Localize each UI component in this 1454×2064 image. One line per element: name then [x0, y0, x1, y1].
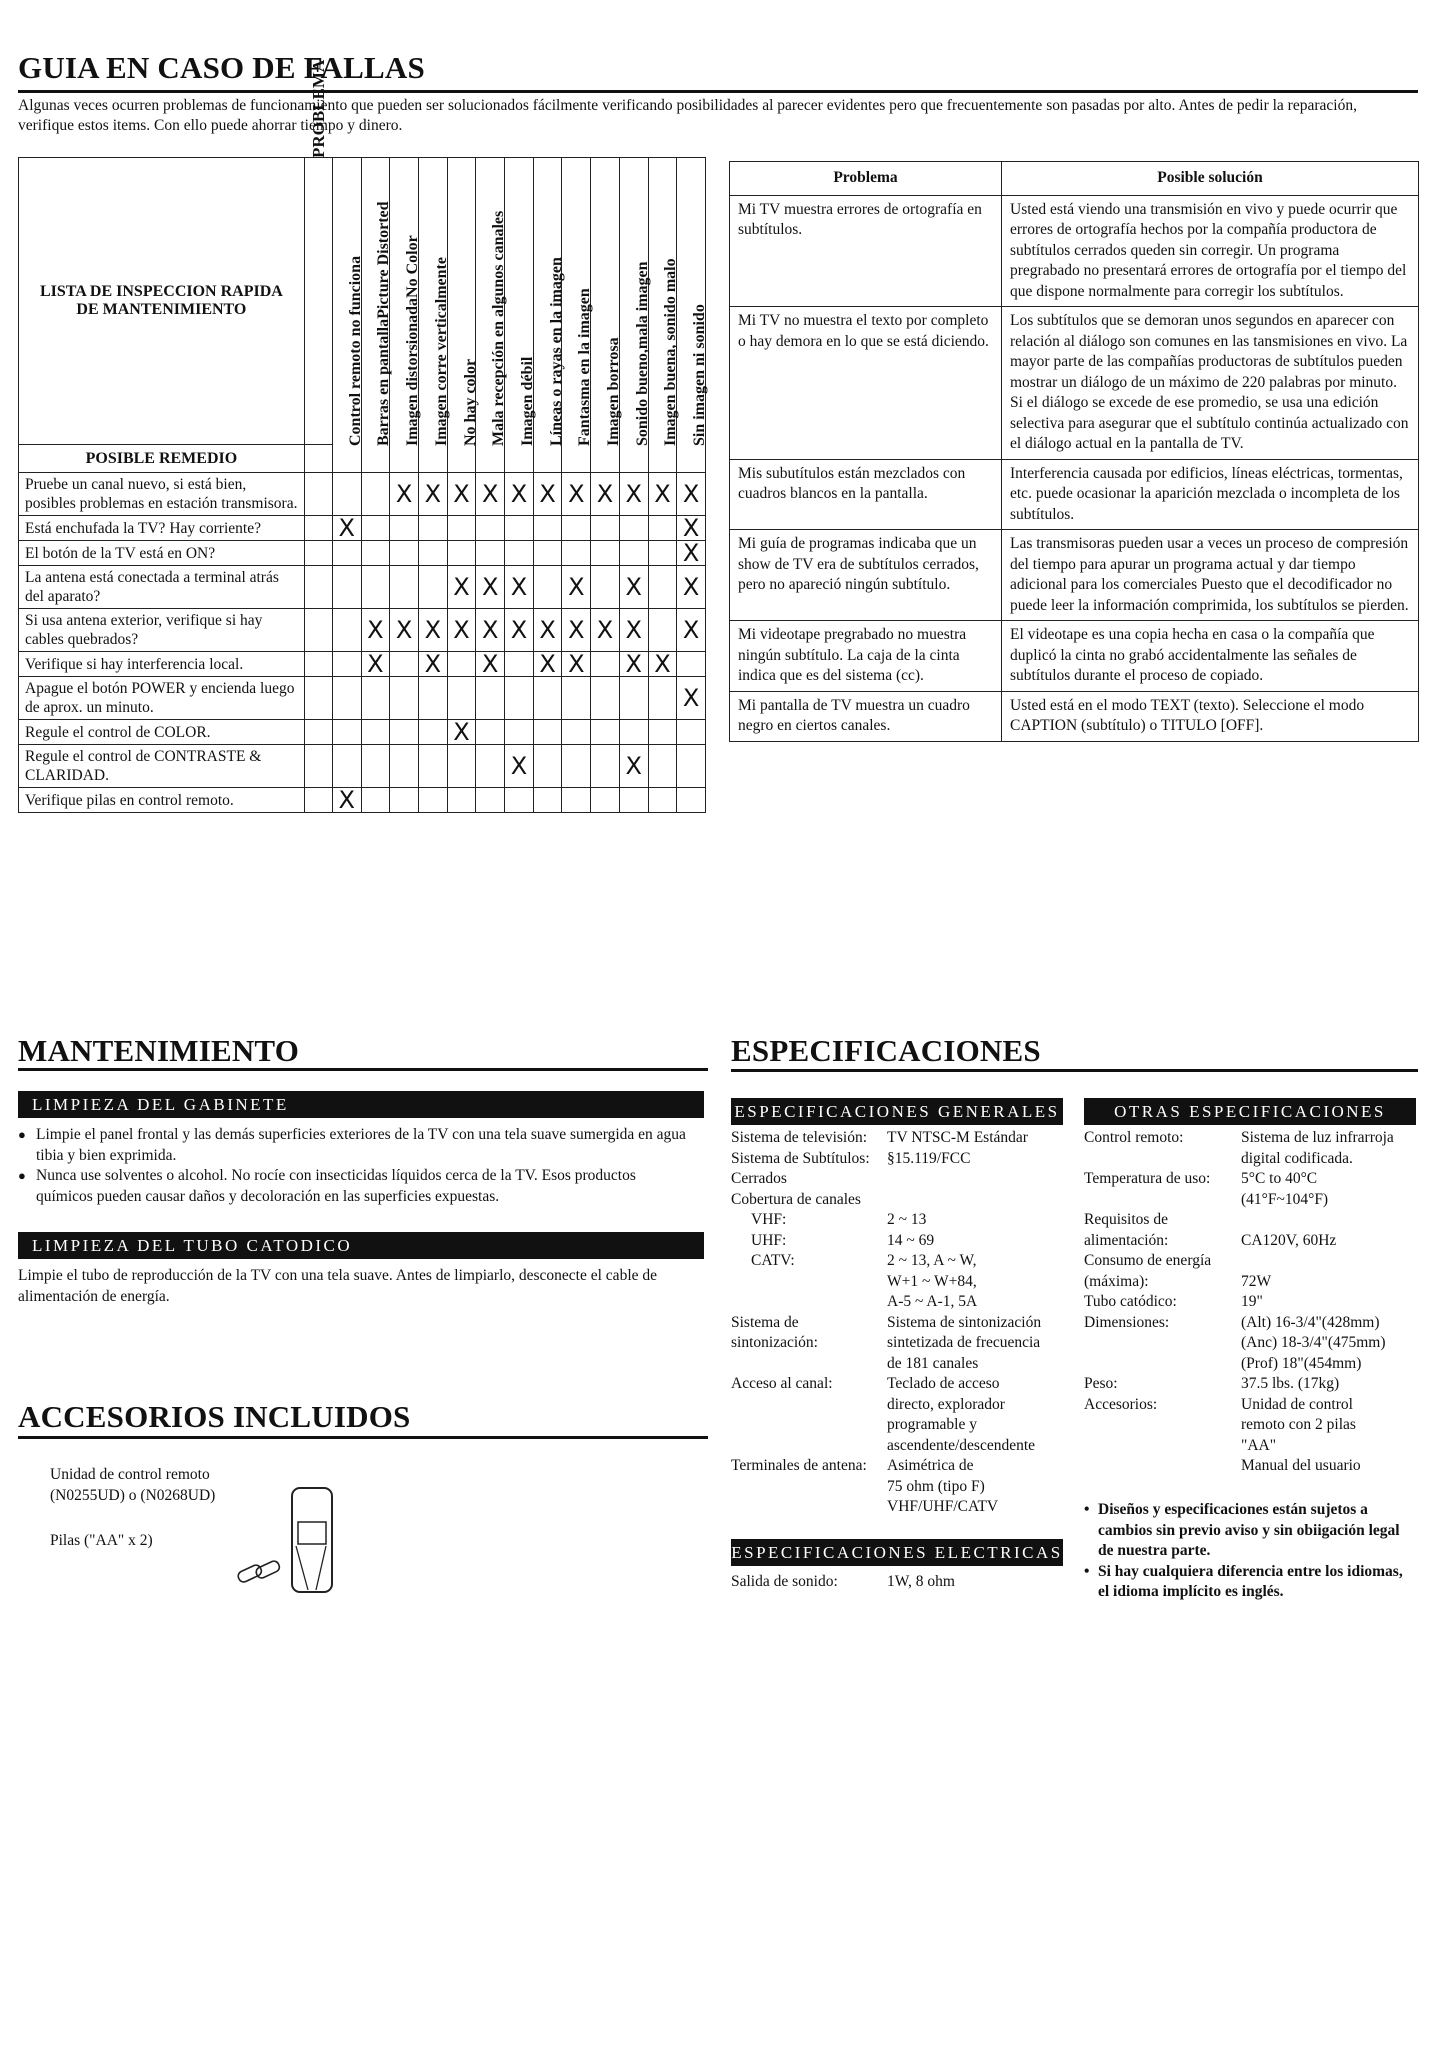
empty-cell	[361, 720, 390, 745]
empty-cell	[390, 566, 419, 609]
tube-text: Limpie el tubo de reproducción de la TV con una tela suave. Antes de limpiarlo, desconecte el cable de alimentación de energía.	[18, 1267, 658, 1305]
accessories-rule	[18, 1436, 708, 1439]
check-mark: X	[677, 541, 706, 566]
check-mark: X	[562, 473, 591, 516]
check-mark: X	[390, 473, 419, 516]
spec-label: Terminales de antena:	[731, 1457, 867, 1474]
spec-label: Dimensiones:	[1084, 1313, 1170, 1331]
problem-column-label: Sonido bueno,mala imagen	[633, 261, 651, 446]
spec-label: Peso:	[1084, 1375, 1118, 1392]
empty-cell	[533, 720, 562, 745]
empty-cell	[591, 541, 620, 566]
empty-cell	[418, 677, 447, 720]
spec-value: 1W, 8 ohm	[887, 1573, 955, 1590]
check-mark: X	[619, 652, 648, 677]
checklist-row	[19, 745, 706, 788]
problem-text: Mis subutítulos están mezclados con cuadros blancos en la pantalla.	[730, 459, 1002, 530]
check-mark: X	[418, 609, 447, 652]
empty-cell	[390, 652, 419, 677]
spec-row	[1084, 1169, 1418, 1210]
remedy-text: Pruebe un canal nuevo, si está bien, posibles problemas en estación transmisora.	[19, 473, 305, 516]
check-mark: X	[648, 473, 677, 516]
spec-value: 19"	[1241, 1293, 1263, 1310]
spec-value: Sistema de sintonización sintetizada de frecuencia de 181 canales	[887, 1313, 1042, 1372]
problem-column-label: Imagen buena, sonido malo	[662, 258, 680, 446]
problem-row	[730, 691, 1419, 741]
empty-cell	[361, 677, 390, 720]
spec-label: Sistema de televisión:	[731, 1129, 868, 1146]
empty-cell	[533, 541, 562, 566]
troubleshooting-title: GUIA EN CASO DE FALLAS	[18, 50, 425, 85]
check-mark: X	[677, 473, 706, 516]
empty-cell	[648, 720, 677, 745]
captions-problem-table	[729, 161, 1419, 742]
empty-cell	[418, 745, 447, 788]
empty-cell	[505, 788, 534, 813]
spec-row	[1084, 1210, 1418, 1251]
spec-value: 2 ~ 13, A ~ W, W+1 ~ W+84, A-5 ~ A-1, 5A	[887, 1252, 978, 1310]
check-mark: X	[533, 652, 562, 677]
troubleshooting-intro: Algunas veces ocurren problemas de funcionamiento que pueden ser solucionados fácilmente verificando posibilidades al parecer evidentes pero que frecuentemente son pasadas por alto. Antes de pedir la reparación, verifique estos items. Con ello puede ahorrar tiempo y dinero.	[18, 97, 1357, 134]
problem-column-header	[418, 158, 450, 473]
empty-cell	[648, 609, 677, 652]
spec-value: 72W	[1241, 1272, 1272, 1290]
empty-cell	[619, 720, 648, 745]
empty-cell	[591, 745, 620, 788]
cabinet-text	[18, 1125, 688, 1207]
problem-text: Mi TV no muestra el texto por completo o hay demora en lo que se está diciendo.	[730, 307, 1002, 460]
spec-label: Cerrados	[731, 1170, 787, 1187]
check-mark: X	[677, 609, 706, 652]
empty-cell	[361, 541, 390, 566]
empty-cell	[361, 745, 390, 788]
checklist-row	[19, 516, 706, 541]
problem-column-label: Imagen distorsionadaNo Color	[404, 235, 422, 446]
spec-value: Unidad de control remoto con 2 pilas "AA" Manual del usuario	[1241, 1395, 1361, 1474]
remedy-label-spacer	[304, 445, 332, 473]
empty-cell	[390, 788, 419, 813]
spec-row	[731, 1251, 1091, 1313]
empty-cell	[332, 609, 361, 652]
empty-cell	[418, 566, 447, 609]
empty-cell	[505, 541, 534, 566]
accessory-remote	[50, 1465, 215, 1506]
spec-row	[1084, 1251, 1418, 1292]
spec-row	[731, 1210, 1091, 1231]
spec-row	[731, 1456, 1091, 1518]
problem-row	[730, 621, 1419, 692]
checklist-row	[19, 566, 706, 609]
problem-column-header	[361, 158, 393, 473]
check-mark: X	[533, 609, 562, 652]
check-mark: X	[361, 609, 390, 652]
check-mark: X	[562, 609, 591, 652]
accessory-remote-label: Unidad de control remoto	[50, 1466, 210, 1483]
empty-cell	[591, 516, 620, 541]
problem-label-cell	[304, 59, 332, 445]
check-mark: X	[418, 652, 447, 677]
empty-cell	[361, 566, 390, 609]
check-mark: X	[361, 652, 390, 677]
empty-cell	[361, 473, 390, 516]
empty-cell	[562, 720, 591, 745]
remedy-text: Si usa antena exterior, verifique si hay cables quebrados?	[19, 609, 305, 652]
empty-cell	[332, 677, 361, 720]
check-mark: X	[591, 609, 620, 652]
problem-column-label: Imagen débil	[518, 356, 536, 446]
empty-cell	[619, 677, 648, 720]
check-mark: X	[505, 609, 534, 652]
spec-row	[731, 1572, 1091, 1593]
spec-row	[731, 1169, 1091, 1190]
spec-value: Teclado de acceso directo, explorador programable y ascendente/descendente	[887, 1375, 1036, 1454]
empty-cell	[562, 516, 591, 541]
spec-note-2: • Si hay cualquiera diferencia entre los idiomas, el idioma implícito es inglés.	[1084, 1562, 1416, 1603]
problem-column-header	[562, 158, 594, 473]
checklist-row	[19, 541, 706, 566]
spec-value: 2 ~ 13	[887, 1211, 927, 1228]
empty-cell	[648, 541, 677, 566]
spec-label: CATV:	[751, 1252, 795, 1269]
check-mark: X	[619, 609, 648, 652]
check-mark: X	[677, 566, 706, 609]
spec-value: §15.119/FCC	[887, 1149, 971, 1167]
check-mark: X	[418, 473, 447, 516]
empty-cell	[476, 541, 505, 566]
problem-column-label: Líneas o rayas en la imagen	[547, 257, 565, 446]
check-mark: X	[562, 566, 591, 609]
spec-row	[731, 1231, 1091, 1252]
remedy-spacer	[304, 609, 332, 652]
spec-label: Tubo catódico:	[1084, 1293, 1177, 1310]
remedy-text: La antena está conectada a terminal atrás del aparato?	[19, 566, 305, 609]
problem-column-header	[505, 158, 534, 473]
empty-cell	[447, 745, 476, 788]
empty-cell	[591, 788, 620, 813]
empty-cell	[476, 677, 505, 720]
problem-label: PROBLEMA	[309, 59, 329, 158]
spec-label: Acceso al canal:	[731, 1375, 833, 1392]
empty-cell	[447, 677, 476, 720]
accessories-title: ACCESORIOS INCLUIDOS	[18, 1399, 411, 1434]
empty-cell	[648, 788, 677, 813]
spec-row	[1084, 1128, 1418, 1169]
check-mark: X	[390, 609, 419, 652]
checklist-row	[19, 788, 706, 813]
empty-cell	[332, 652, 361, 677]
checklist-row	[19, 720, 706, 745]
solution-text: Las transmisoras pueden usar a veces un proceso de compresión del tiempo para apurar un programa actual y dar tiempo adicional para los comerciales Puesto que el decodificador no puede leer la información comprimida, los subtítulos se pierden.	[1002, 530, 1419, 621]
remedy-spacer	[304, 541, 332, 566]
problem-text: Mi videotape pregrabado no muestra ningún subtítulo. La caja de la cinta indica que es del sistema (cc).	[730, 621, 1002, 692]
check-mark: X	[505, 745, 534, 788]
empty-cell	[505, 516, 534, 541]
remedy-text: Regule el control de COLOR.	[19, 720, 305, 745]
problem-text: Mi TV muestra errores de ortografía en subtítulos.	[730, 195, 1002, 307]
empty-cell	[447, 516, 476, 541]
empty-cell	[562, 788, 591, 813]
problem-column-header	[533, 158, 565, 473]
check-mark: X	[505, 473, 534, 516]
problem-column-header	[390, 158, 422, 473]
remedy-spacer	[304, 652, 332, 677]
title-rule	[18, 90, 1418, 93]
check-mark: X	[677, 516, 706, 541]
specs-title: ESPECIFICACIONES	[731, 1033, 1041, 1068]
remedy-spacer	[304, 745, 332, 788]
solution-header: Posible solución	[1002, 162, 1419, 196]
spec-label: Requisitos de alimentación:	[1084, 1211, 1169, 1249]
check-mark: X	[476, 652, 505, 677]
problem-column-label: Control remoto no funciona	[346, 255, 364, 446]
empty-cell	[332, 566, 361, 609]
empty-cell	[418, 541, 447, 566]
spec-value: 14 ~ 69	[887, 1231, 935, 1249]
empty-cell	[648, 516, 677, 541]
check-mark: X	[619, 473, 648, 516]
spec-row	[731, 1190, 1091, 1211]
check-mark: X	[677, 677, 706, 720]
empty-cell	[648, 677, 677, 720]
checklist-row	[19, 677, 706, 720]
cabinet-bullet-2: ● Nunca use solventes o alcohol. No rocíe con insecticidas líquidos cerca de la TV. Esos productos químicos pueden causar daños y decoloración en las superficies expuestas.	[18, 1166, 688, 1207]
check-mark: X	[619, 566, 648, 609]
remedy-text: El botón de la TV está en ON?	[19, 541, 305, 566]
spec-row	[731, 1128, 1091, 1149]
spec-note-1: • Diseños y especificaciones están sujetos a cambios sin previo aviso y sin obiigación legal de nuestra parte.	[1084, 1500, 1416, 1562]
empty-cell	[505, 720, 534, 745]
remote-batteries-icon	[234, 1482, 344, 1600]
accessory-batteries: Pilas ("AA" x 2)	[50, 1532, 153, 1549]
empty-cell	[476, 720, 505, 745]
problem-column-header	[447, 158, 479, 473]
problem-row	[730, 195, 1419, 307]
check-mark: X	[447, 609, 476, 652]
problem-row	[730, 459, 1419, 530]
empty-cell	[591, 677, 620, 720]
specs-rule	[731, 1069, 1418, 1072]
remedy-spacer	[304, 788, 332, 813]
checklist-heading: LISTA DE INSPECCION RAPIDA DE MANTENIMIENTO	[19, 158, 305, 445]
general-specs	[731, 1128, 1091, 1518]
check-mark: X	[332, 516, 361, 541]
empty-cell	[332, 745, 361, 788]
solution-text: Usted está en el modo TEXT (texto). Seleccione el modo CAPTION (subtítulo) o TITULO [OFF].	[1002, 691, 1419, 741]
tube-band: LIMPIEZA DEL TUBO CATODICO	[18, 1232, 704, 1259]
spec-label: Control remoto:	[1084, 1129, 1184, 1146]
checklist-row	[19, 473, 706, 516]
remedy-text: Está enchufada la TV? Hay corriente?	[19, 516, 305, 541]
empty-cell	[677, 652, 706, 677]
check-mark: X	[476, 473, 505, 516]
empty-cell	[476, 516, 505, 541]
spec-row	[1084, 1313, 1418, 1375]
checklist-row	[19, 609, 706, 652]
spec-value: (Alt) 16-3/4"(428mm) (Anc) 18-3/4"(475mm) (Prof) 18"(454mm)	[1241, 1313, 1386, 1372]
remedy-spacer	[304, 473, 332, 516]
checklist-row	[19, 652, 706, 677]
problem-column-header	[648, 158, 680, 473]
spec-notes	[1084, 1500, 1416, 1603]
spec-value: CA120V, 60Hz	[1241, 1231, 1337, 1249]
empty-cell	[533, 788, 562, 813]
spec-row	[1084, 1395, 1418, 1477]
remedy-label: POSIBLE REMEDIO	[19, 445, 305, 473]
problem-row	[730, 307, 1419, 460]
problem-column-label: Imagen borrosa	[605, 337, 623, 446]
empty-cell	[505, 677, 534, 720]
general-specs-band: ESPECIFICACIONES GENERALES	[731, 1098, 1063, 1125]
check-mark: X	[619, 745, 648, 788]
problem-column-header	[332, 158, 364, 473]
empty-cell	[418, 516, 447, 541]
problem-column-label: Mala recepción en algunos canales	[490, 210, 508, 446]
spec-label: UHF:	[751, 1231, 787, 1249]
problem-row	[730, 530, 1419, 621]
empty-cell	[418, 720, 447, 745]
empty-cell	[562, 541, 591, 566]
spec-label: Sistema de sintonización:	[731, 1313, 818, 1351]
empty-cell	[332, 541, 361, 566]
maintenance-rule	[18, 1068, 708, 1071]
maintenance-title: MANTENIMIENTO	[18, 1033, 300, 1068]
check-mark: X	[476, 609, 505, 652]
spec-label: Cobertura de canales	[731, 1190, 861, 1208]
empty-cell	[562, 745, 591, 788]
spec-row	[731, 1313, 1091, 1375]
cabinet-bullet-1: ● Limpie el panel frontal y las demás superficies exteriores de la TV con una tela suave sumergida en agua tibia y bien exprimida.	[18, 1125, 688, 1166]
spec-value	[887, 1169, 1091, 1190]
empty-cell	[619, 788, 648, 813]
empty-cell	[677, 745, 706, 788]
empty-cell	[562, 677, 591, 720]
remedy-spacer	[304, 566, 332, 609]
empty-cell	[332, 720, 361, 745]
empty-cell	[533, 516, 562, 541]
problem-column-label: Fantasma en la imagen	[576, 288, 594, 446]
spec-value: Sistema de luz infrarroja digital codificada.	[1241, 1129, 1394, 1167]
empty-cell	[390, 516, 419, 541]
empty-cell	[447, 788, 476, 813]
problem-column-header	[476, 158, 508, 473]
empty-cell	[648, 566, 677, 609]
solution-text: Los subtítulos que se demoran unos segundos en aparecer con relación al diálogo son comunes en las tansmisiones en vivo. La mayor parte de las compañías productoras de subtítulos pueden mostrar un diálogo de un máximo de 220 palabras por minuto. Si el diálogo se excede de ese promedio, se usa una edición selectiva para asegurar que el subtítulo continúa actualizado con el diálogo actual en la pantalla de TV.	[1002, 307, 1419, 460]
empty-cell	[361, 516, 390, 541]
check-mark: X	[476, 566, 505, 609]
remedy-text: Regule el control de CONTRASTE & CLARIDAD.	[19, 745, 305, 788]
remedy-spacer	[304, 677, 332, 720]
electric-specs-band: ESPECIFICACIONES ELECTRICAS	[731, 1539, 1063, 1566]
empty-cell	[390, 541, 419, 566]
problem-column-label: No hay color	[461, 358, 479, 446]
spec-row	[731, 1374, 1091, 1456]
empty-cell	[361, 788, 390, 813]
check-mark: X	[591, 473, 620, 516]
empty-cell	[390, 677, 419, 720]
remedy-text: Apague el botón POWER y encienda luego de aprox. un minuto.	[19, 677, 305, 720]
spec-label: Sistema de Subtítulos:	[731, 1149, 870, 1167]
accessory-remote-models: (N0255UD) o (N0268UD)	[50, 1486, 216, 1504]
remedy-text: Verifique pilas en control remoto.	[19, 788, 305, 813]
spec-row	[1084, 1292, 1418, 1313]
empty-cell	[591, 652, 620, 677]
problem-column-header	[619, 158, 651, 473]
problem-column-header	[591, 158, 623, 473]
check-mark: X	[562, 652, 591, 677]
empty-cell	[332, 473, 361, 516]
problem-column-label: Sin imagen ni sonido	[691, 304, 709, 446]
spec-label: Temperatura de uso:	[1084, 1170, 1211, 1187]
problem-column-header	[677, 158, 709, 473]
spec-value: 37.5 lbs. (17kg)	[1241, 1375, 1340, 1392]
empty-cell	[619, 541, 648, 566]
other-specs	[1084, 1128, 1418, 1477]
check-mark: X	[447, 720, 476, 745]
check-mark: X	[648, 652, 677, 677]
spec-value: 5°C to 40°C (41°F~104°F)	[1241, 1170, 1329, 1208]
remedy-text: Verifique si hay interferencia local.	[19, 652, 305, 677]
spec-value: Asimétrica de 75 ohm (tipo F) VHF/UHF/CATV	[887, 1457, 999, 1515]
problem-header: Problema	[730, 162, 1002, 196]
empty-cell	[418, 788, 447, 813]
problem-column-label: Imagen corre verticalmente	[432, 257, 450, 446]
solution-text: Usted está viendo una transmisión en vivo y puede ocurrir que errores de ortografía hechos por la compañía productora de subtítulos cerrados queden sin corregir. Un programa pregrabado no presentará errores de ortografía por el tiempo del que dispone normalmente para corregir los subtítulos.	[1002, 195, 1419, 307]
remedy-spacer	[304, 720, 332, 745]
empty-cell	[648, 745, 677, 788]
spec-label: Accesorios:	[1084, 1395, 1158, 1413]
remedy-spacer	[304, 516, 332, 541]
check-mark: X	[533, 473, 562, 516]
empty-cell	[533, 677, 562, 720]
spec-label: Consumo de energía (máxima):	[1084, 1252, 1212, 1290]
empty-cell	[505, 652, 534, 677]
electric-specs	[731, 1572, 1091, 1593]
empty-cell	[533, 566, 562, 609]
empty-cell	[677, 720, 706, 745]
check-mark: X	[332, 788, 361, 813]
problem-column-label: Barras en pantallaPicture Distorted	[375, 201, 393, 446]
other-specs-band: OTRAS ESPECIFICACIONES	[1084, 1098, 1416, 1125]
empty-cell	[591, 566, 620, 609]
empty-cell	[447, 541, 476, 566]
empty-cell	[476, 745, 505, 788]
empty-cell	[390, 720, 419, 745]
spec-row	[731, 1149, 1091, 1170]
spec-label: VHF:	[751, 1211, 787, 1228]
spec-row	[1084, 1374, 1418, 1395]
empty-cell	[447, 652, 476, 677]
check-mark: X	[447, 473, 476, 516]
solution-text: Interferencia causada por edificios, líneas eléctricas, tormentas, etc. puede ocasionar la aparición mezclada o incompleta de los subtítulos.	[1002, 459, 1419, 530]
spec-label: Salida de sonido:	[731, 1573, 838, 1590]
problem-text: Mi pantalla de TV muestra un cuadro negro en ciertos canales.	[730, 691, 1002, 741]
empty-cell	[533, 745, 562, 788]
empty-cell	[390, 745, 419, 788]
check-mark: X	[505, 566, 534, 609]
cabinet-band: LIMPIEZA DEL GABINETE	[18, 1091, 704, 1118]
empty-cell	[619, 516, 648, 541]
spec-value	[887, 1190, 1091, 1211]
solution-text: El videotape es una copia hecha en casa o la compañía que duplicó la cinta no grabó accidentalmente las señales de subtítulos durante el proceso de copiado.	[1002, 621, 1419, 692]
empty-cell	[677, 788, 706, 813]
empty-cell	[591, 720, 620, 745]
spec-value: TV NTSC-M Estándar	[887, 1129, 1028, 1146]
check-mark: X	[447, 566, 476, 609]
empty-cell	[476, 788, 505, 813]
problem-text: Mi guía de programas indicaba que un show de TV era de subtítulos cerrados, pero no apareció ningún subtítulo.	[730, 530, 1002, 621]
